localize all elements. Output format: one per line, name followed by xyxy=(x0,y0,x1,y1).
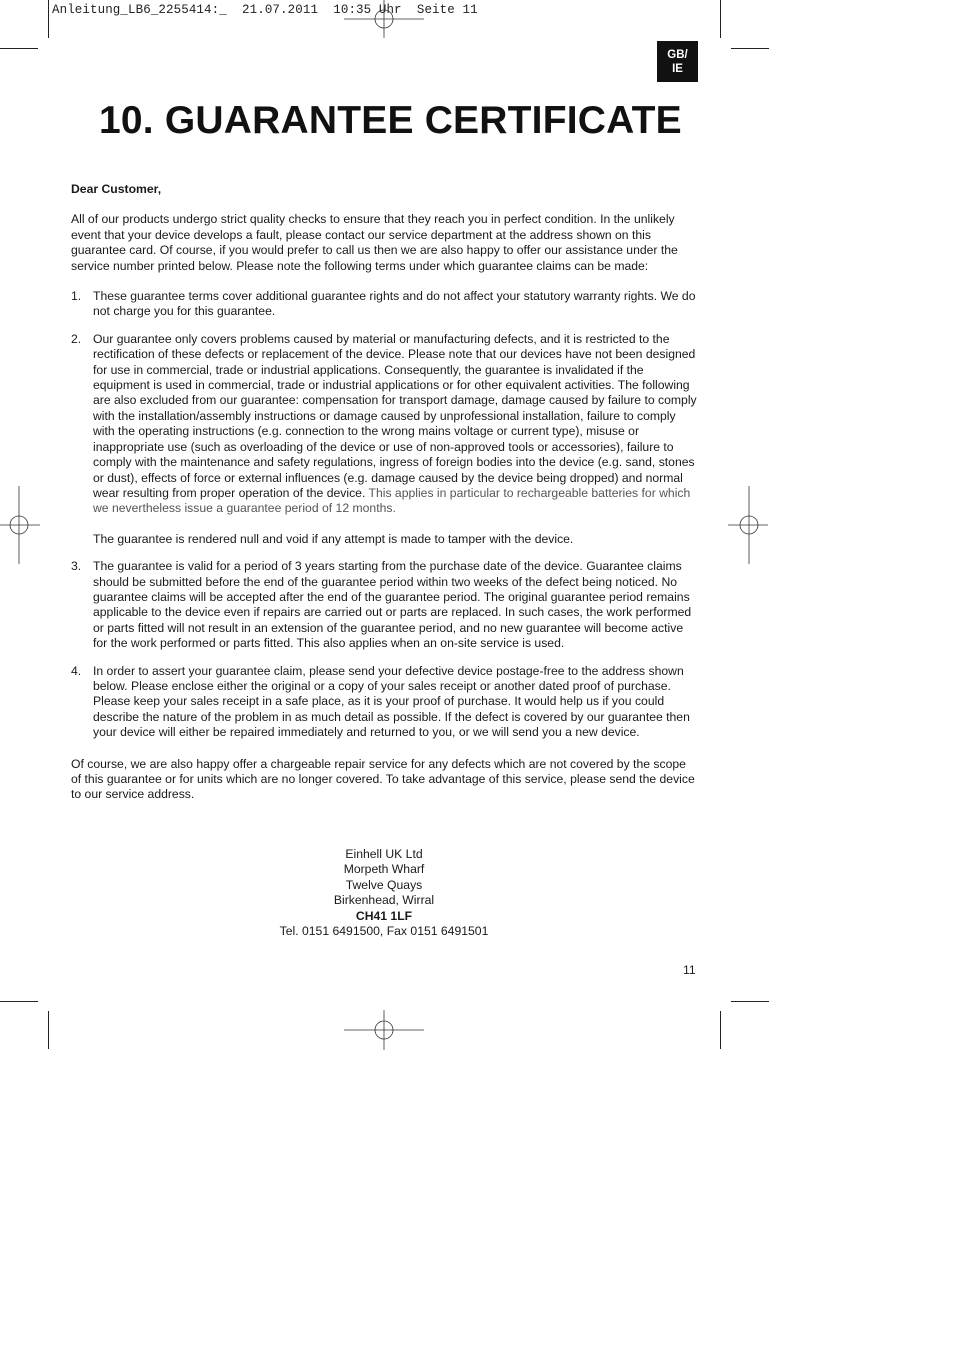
list-item xyxy=(71,332,699,547)
page-number: 11 xyxy=(683,963,696,977)
address-postcode: CH41 1LF xyxy=(355,908,413,923)
list-item xyxy=(71,559,699,651)
language-badge-line1: GB/ xyxy=(667,48,688,61)
language-badge xyxy=(657,41,698,82)
page-title: 10. GUARANTEE CERTIFICATE xyxy=(99,99,682,142)
list-item-text xyxy=(93,332,699,517)
address-company: Einhell UK Ltd xyxy=(345,847,423,861)
list-item-number: 1. xyxy=(71,289,82,304)
crop-mark xyxy=(0,48,38,49)
list-item xyxy=(71,664,699,741)
crop-mark xyxy=(731,48,769,49)
language-badge-line2: IE xyxy=(672,62,683,75)
crop-mark xyxy=(720,0,721,38)
crop-mark xyxy=(48,1011,49,1049)
document-body xyxy=(71,182,699,818)
crop-mark xyxy=(731,1001,769,1002)
list-item-text-main: Our guarantee only covers problems caused by material or manufacturing defects, and it is restricted to the rectification of these defects or replacement of the device. Please note that our devices have not been designed for use in commercial, trade or industrial applications. Consequently, the guarantee is invalidated if the equipment is used in commercial, trade or industrial applications or for other equivalent activities. The following are also excluded from our guarantee: compensation for transport damage, damage caused by failure to comply with the installation/assembly instructions or damage caused by unprofessional installation, failure to comply with the operating instructions (e.g. connection to the wrong mains voltage or current type), misuse or inappropriate use (such as overloading of the device or use of non-approved tools or accessories), failure to comply with the maintenance and safety regulations, ingress of foreign bodies into the device (e.g. sand, stones or dust), effects of force or external influences (e.g. damage caused by the device being dropped) and normal wear resulting from proper operation of the device. xyxy=(93,331,697,500)
registration-mark-right xyxy=(728,486,768,564)
closing-paragraph: Of course, we are also happy offer a chargeable repair service for any defects which are not covered by the scope of this guarantee or for units which are no longer covered. To take advantage of this service, please send the device to our service address. xyxy=(71,756,695,802)
list-item-text: The guarantee is valid for a period of 3 years starting from the purchase date of the device. Guarantee claims should be submitted before the end of the guarantee period within two weeks of the defect being noticed. No guarantee claims will be accepted after the end of the guarantee period. The original guarantee period remains applicable to the device even if repairs are carried out or parts are replaced. In such cases, the work performed or parts fitted will not result in an extension of the guarantee period, and no new guarantee will become active for the work performed or parts fitted. This also applies when an on-site service is used. xyxy=(93,559,692,651)
address-line: Birkenhead, Wirral xyxy=(333,893,435,908)
list-item-text: These guarantee terms cover additional guarantee rights and do not affect your statutory warranty rights. We do not charge you for this guarantee. xyxy=(93,289,696,319)
registration-mark-left xyxy=(0,486,40,564)
crop-mark xyxy=(48,0,49,38)
list-item xyxy=(71,289,699,320)
salutation: Dear Customer, xyxy=(71,182,162,196)
address-line: Morpeth Wharf xyxy=(343,862,425,877)
intro-paragraph: All of our products undergo strict quality checks to ensure that they reach you in perfect condition. In the unlikely event that your device develops a fault, please contact our service department at the address shown on this guarantee card. Of course, if you would prefer to call us then we are also happy to offer our assistance under the service number printed below. Please note the following terms under which guarantee claims can be made: xyxy=(71,212,678,273)
list-item-number: 3. xyxy=(71,559,82,574)
list-item-number: 2. xyxy=(71,331,82,346)
crop-mark xyxy=(0,1001,38,1002)
terms-list xyxy=(71,289,699,741)
registration-mark-bottom xyxy=(344,1010,424,1050)
list-item-number: 4. xyxy=(71,663,82,678)
service-address xyxy=(234,847,534,939)
list-item-text-battery-note: This applies in particular to rechargeable batteries for which we nevertheless issue a guarantee period of 12 months. xyxy=(93,485,691,516)
address-line: Twelve Quays xyxy=(345,877,423,892)
list-item-text: In order to assert your guarantee claim, please send your defective device postage-free to the address shown below. Please enclose either the original or a copy of your sales receipt or another dated proof of purchase. Please keep your sales receipt in a safe place, as it is your proof of purchase. It would help us if you could describe the nature of the problem in as much detail as possible. If the defect is covered by our guarantee then your device will either be repaired immediately and returned to you, or we will send you a new device. xyxy=(93,663,690,740)
list-item-subparagraph: The guarantee is rendered null and void if any attempt is made to tamper with the device. xyxy=(93,531,574,546)
crop-mark xyxy=(720,1011,721,1049)
registration-mark-top xyxy=(344,0,424,40)
address-contact: Tel. 0151 6491500, Fax 0151 6491501 xyxy=(279,924,489,939)
print-slug: Anleitung_LB6_2255414:_ 21.07.2011 10:35 Uhr Seite 11 xyxy=(52,3,478,17)
